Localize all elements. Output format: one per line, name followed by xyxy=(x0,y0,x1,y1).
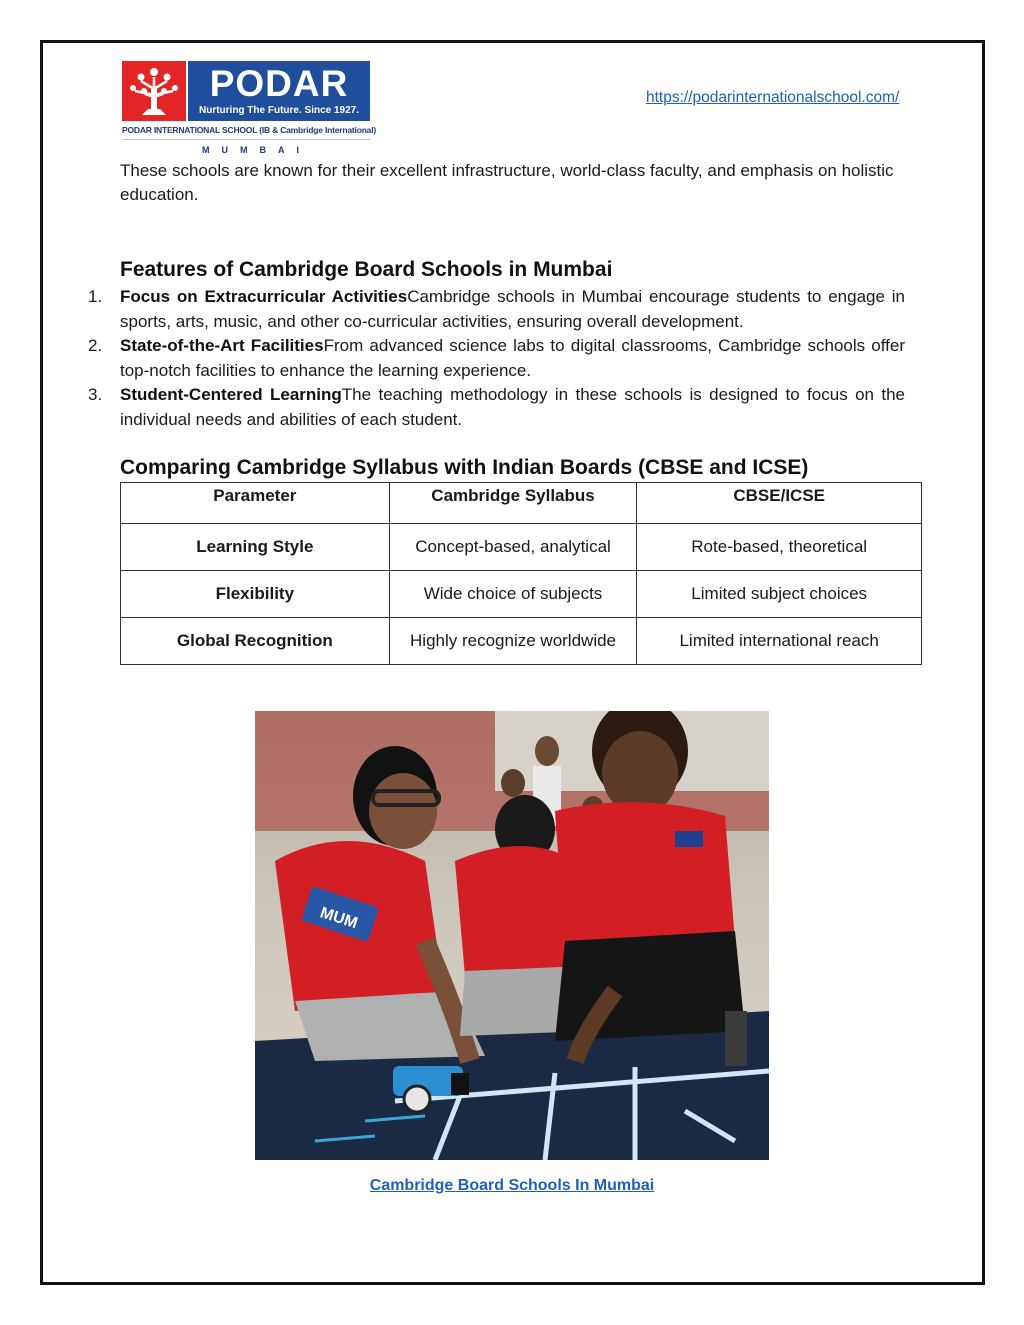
photo-caption-link[interactable]: Cambridge Board Schools In Mumbai xyxy=(369,1177,655,1194)
students-robotics-photo xyxy=(255,711,769,1160)
table-cell: Limited international reach xyxy=(637,618,922,665)
shirt-badge-text: MUM xyxy=(317,904,360,933)
logo-divider xyxy=(122,139,370,140)
list-number: 1. xyxy=(88,287,103,306)
table-cell: Limited subject choices xyxy=(637,571,922,618)
feature-title: Focus on Extracurricular Activities xyxy=(120,287,408,306)
table-cell: Flexibility xyxy=(121,571,390,618)
feature-title: State-of-the-Art Facilities xyxy=(120,336,324,355)
table-cell: Rote-based, theoretical xyxy=(637,524,922,571)
features-list xyxy=(85,285,905,432)
table-cell: Wide choice of subjects xyxy=(389,571,637,618)
list-number: 2. xyxy=(88,336,103,355)
comparison-heading: Comparing Cambridge Syllabus with Indian Boards (CBSE and ICSE) xyxy=(120,456,809,479)
list-number: 3. xyxy=(88,385,103,404)
feature-text: Cambridge schools in Mumbai encourage students to engage in sports, arts, music, and other co-curricular activities, ensuring overall development. xyxy=(120,287,905,331)
table-header-row xyxy=(121,483,922,524)
column-header: Cambridge Syllabus xyxy=(389,483,637,524)
podar-logo xyxy=(122,61,377,157)
table-cell: Concept-based, analytical xyxy=(389,524,637,571)
column-header: Parameter xyxy=(121,483,390,524)
column-header: CBSE/ICSE xyxy=(637,483,922,524)
list-item xyxy=(85,383,905,432)
table-cell: Learning Style xyxy=(121,524,390,571)
logo-wordmark: PODAR xyxy=(209,63,349,104)
table-row xyxy=(121,618,922,665)
logo-school-name: PODAR INTERNATIONAL SCHOOL (IB & Cambridge International) xyxy=(122,125,377,135)
logo-city: MUMBAI xyxy=(202,145,311,155)
features-heading: Features of Cambridge Board Schools in Mumbai xyxy=(120,258,613,281)
list-item xyxy=(85,334,905,383)
feature-text: From advanced science labs to digital classrooms, Cambridge schools offer top-notch facilities to enhance the learning experience. xyxy=(120,336,905,380)
table-cell: Global Recognition xyxy=(121,618,390,665)
comparison-table xyxy=(120,482,922,665)
table-row xyxy=(121,571,922,618)
list-item xyxy=(85,285,905,334)
feature-title: Student-Centered Learning xyxy=(120,385,342,404)
website-link[interactable]: https://podarinternationalschool.com/ xyxy=(646,89,900,106)
tree-people-icon xyxy=(122,61,186,121)
intro-paragraph: These schools are known for their excellent infrastructure, world-class faculty, and emphasis on holistic education. xyxy=(120,161,894,204)
table-row xyxy=(121,524,922,571)
logo-tagline: Nurturing The Future. Since 1927. xyxy=(198,105,360,116)
table-cell: Highly recognize worldwide xyxy=(389,618,637,665)
feature-text: The teaching methodology in these schools is designed to focus on the individual needs and abilities of each student. xyxy=(120,385,906,429)
